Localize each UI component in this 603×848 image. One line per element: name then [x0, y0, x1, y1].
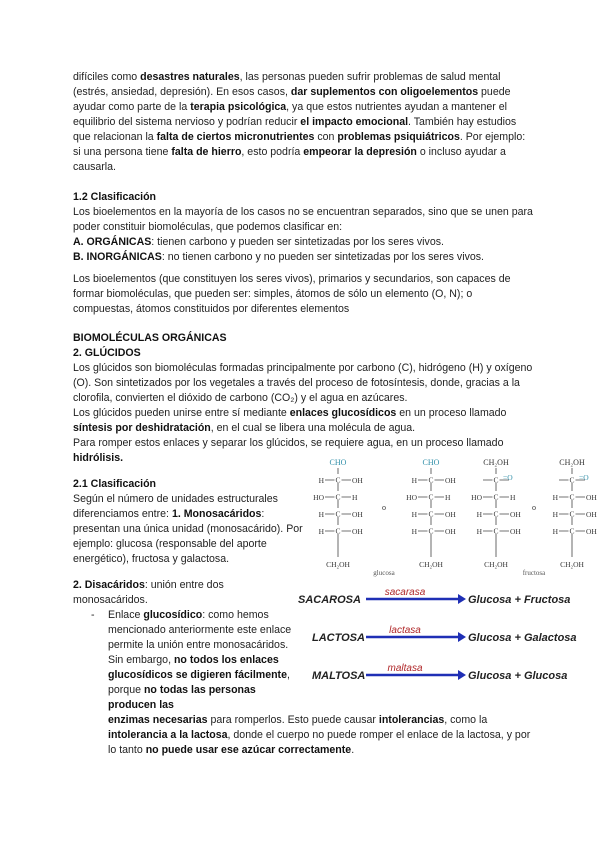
- tail-run: , donde el cuerpo no puede romper el enlace de la lactosa, y por lo tanto: [108, 729, 531, 756]
- inorganic-line: B. INORGÁNICAS: no tienen carbono y no pueden ser sintetizadas por los seres vivos.: [73, 251, 484, 263]
- tail-run: intolerancias: [378, 714, 445, 726]
- glu-p2-run: enlaces glucosídicos: [289, 407, 397, 419]
- reaction-arrowhead: [458, 632, 466, 642]
- glycosidic-bullet: [108, 608, 293, 713]
- molecule-bottom-group: CH₂OH: [326, 560, 350, 569]
- reaction-products: Glucosa + Fructosa: [468, 594, 571, 606]
- molecule-left-atom: H: [552, 510, 558, 519]
- s21-run: Según el número de unidades estructurales diferenciamos entre:: [73, 493, 278, 520]
- glu-p3-run: Para romper estos enlaces y separar los glúcidos, se requiere agua, en un proceso llamado: [73, 437, 504, 449]
- intro-run: el impacto emocional: [300, 116, 409, 128]
- molecule-right-atom: OH: [445, 510, 456, 519]
- bullet-run: , porque: [108, 669, 290, 696]
- molecule-left-atom: HO: [406, 493, 417, 502]
- glu-p3-run: hidrólisis.: [73, 452, 124, 464]
- intro-run: problemas psiquiátricos: [337, 131, 460, 143]
- molecule-right-atom: H: [445, 493, 451, 502]
- molecule-left-atom: H: [552, 493, 558, 502]
- intro-run: terapia psicológica: [190, 101, 287, 113]
- intro-run: , ya que estos nutrientes ayudan a mantener el equilibrio del sistema nervioso y podrían reducir: [73, 101, 508, 128]
- intro-run: , las personas pueden sufrir problemas de salud mental (estrés, ansiedad, depresión). En esos casos,: [73, 71, 501, 98]
- molecule-left-atom: H: [318, 510, 324, 519]
- section-1-2-text: Los bioelementos en la mayoría de los casos no se encuentran separados, sino que se unen para poder constituir biomoléculas, que podemos clasificar en:: [73, 206, 533, 233]
- organic-line: A. ORGÁNICAS: tienen carbono y pueden ser sintetizadas por los seres vivos.: [73, 236, 444, 248]
- intro-run: con: [314, 131, 338, 143]
- monosaccharide-structures-figure: [313, 455, 603, 577]
- tail-run: para romperlos. Esto puede causar: [207, 714, 379, 726]
- molecule-carbon: C: [428, 526, 434, 536]
- reaction-enzyme: sacarasa: [384, 587, 426, 598]
- bullet-run: no todos los enlaces glucosídicos se digieren fácilmente: [108, 654, 287, 681]
- molecule-right-atom: OH: [445, 476, 456, 485]
- glucids-heading: 2. GLÚCIDOS: [73, 347, 141, 359]
- disaccharides-line: [73, 578, 273, 608]
- intro-run: . Por ejemplo: si una persona tiene: [73, 131, 526, 158]
- intro-run: . También hay estudios que relacionan la: [73, 116, 517, 143]
- reaction-arrowhead: [458, 594, 466, 604]
- glucose-fructose-structures: [313, 455, 603, 577]
- glu-p1-run: Los glúcidos son biomoléculas formadas principalmente por carbono (C), hidrógeno (H) y oxígeno (O). Son sintetizados por los vegetales a través del proceso de fotosíntesis, donde, gracias a la clorofila, convierten el dióxido de carbono (CO₂) y el agua en azúcares.: [73, 362, 533, 404]
- glu-p2-run: síntesis por deshidratación: [73, 422, 211, 434]
- molecule-left-atom: H: [411, 527, 417, 536]
- molecule-bottom-group: CH₂OH: [560, 560, 584, 569]
- tail-run: .: [351, 744, 355, 756]
- disaccharide-reactions-figure: [298, 583, 598, 703]
- tail-run: no puede usar ese azúcar correctamente: [145, 744, 352, 756]
- molecule-left-atom: H: [552, 527, 558, 536]
- or-label: o: [382, 503, 386, 512]
- s21-run: : presentan una única unidad (monosacárido). Por ejemplo: glucosa (responsable del aporte energético), fructosa y galactosa.: [73, 508, 303, 565]
- section-1-2-title: 1.2 Clasificación: [73, 191, 157, 203]
- bullet-run: no todas las personas producen las: [108, 684, 256, 711]
- intro-run: o incluso ayudar a causarla.: [73, 146, 506, 173]
- molecule-carbon: C: [335, 475, 341, 485]
- intro-run: puede ayudar como parte de la: [73, 86, 511, 113]
- fructose-carbonyl: =O: [579, 473, 589, 482]
- monosaccharides-paragraph: [73, 492, 308, 567]
- molecule-carbon: C: [428, 492, 434, 502]
- bullet-run: Enlace: [108, 609, 144, 621]
- bioelements-paragraph: Los bioelementos (que constituyen los seres vivos), primarios y secundarios, son capaces de formar biomoléculas, que pueden ser: simples, átomos de sólo un elemento (O, N); o compuestas, átomos constituidos por diferentes elementos: [73, 273, 511, 315]
- molecule-bottom-group: CH₂OH: [484, 560, 508, 569]
- tail-run: , como la: [444, 714, 488, 726]
- section-2-1-title: 2.1 Clasificación: [73, 478, 157, 490]
- enzymes-paragraph: [108, 713, 533, 758]
- molecule-carbon: C: [569, 509, 575, 519]
- tail-run: enzimas necesarias: [108, 714, 208, 726]
- molecule-right-atom: H: [352, 493, 358, 502]
- molecule-carbon: C: [428, 475, 434, 485]
- molecule-left-atom: H: [476, 527, 482, 536]
- molecule-right-atom: OH: [352, 510, 363, 519]
- molecule-carbon: C: [493, 509, 499, 519]
- molecule-left-atom: HO: [471, 493, 482, 502]
- intro-run: empeorar la depresión: [303, 146, 417, 158]
- enzyme-reactions: [298, 583, 598, 703]
- glu-p2-run: en un proceso llamado: [396, 407, 507, 419]
- molecule-right-atom: OH: [445, 527, 456, 536]
- reaction-products: Glucosa + Galactosa: [468, 632, 577, 644]
- molecule-right-atom: OH: [352, 476, 363, 485]
- molecule-right-atom: OH: [352, 527, 363, 536]
- reaction-substrate: SACAROSA: [298, 594, 361, 606]
- dis-run: 2. Disacáridos: [73, 579, 145, 591]
- molecule-bottom-group: CH₂OH: [419, 560, 443, 569]
- molecule-left-atom: HO: [313, 493, 324, 502]
- intro-run: falta de ciertos micronutrientes: [156, 131, 315, 143]
- reaction-arrowhead: [458, 670, 466, 680]
- molecule-left-atom: H: [476, 510, 482, 519]
- reaction-substrate: LACTOSA: [312, 632, 365, 644]
- reaction-enzyme: maltasa: [387, 663, 423, 674]
- molecule-top-group: CH₂OH: [559, 458, 585, 467]
- biomolecules-heading: BIOMOLÉCULAS ORGÁNICAS: [73, 332, 227, 344]
- molecule-carbon: C: [335, 492, 341, 502]
- intro-run: difíciles como: [73, 71, 141, 83]
- molecule-carbon: C: [493, 492, 499, 502]
- molecule-top-group: CH₂OH: [483, 458, 509, 467]
- molecule-right-atom: OH: [586, 493, 597, 502]
- molecule-left-atom: H: [411, 476, 417, 485]
- molecule-carbon: C: [493, 526, 499, 536]
- tail-run: intolerancia a la lactosa: [108, 729, 228, 741]
- fructose-carbonyl: =O: [503, 473, 513, 482]
- molecule-carbon: C: [335, 526, 341, 536]
- dis-run: : unión entre dos monosacáridos.: [73, 579, 224, 606]
- s21-run: 1. Monosacáridos: [171, 508, 262, 520]
- bullet-run: glucosídico: [143, 609, 203, 621]
- molecule-top-group: CHO: [329, 458, 347, 467]
- molecule-left-atom: H: [318, 527, 324, 536]
- fructosa-label: fructosa: [522, 569, 546, 577]
- or-label: o: [532, 503, 536, 512]
- glu-p2-run: , en el cual se libera una molécula de agua.: [210, 422, 416, 434]
- glu-p2-run: Los glúcidos pueden unirse entre sí mediante: [73, 407, 290, 419]
- intro-run: falta de hierro: [171, 146, 242, 158]
- molecule-right-atom: OH: [586, 527, 597, 536]
- reaction-substrate: MALTOSA: [312, 670, 366, 682]
- intro-run: dar suplementos con oligoelementos: [290, 86, 479, 98]
- molecule-carbon: C: [569, 492, 575, 502]
- molecule-carbon: C: [569, 475, 575, 485]
- molecule-left-atom: H: [411, 510, 417, 519]
- glucids-paragraph-2: [73, 406, 533, 436]
- molecule-right-atom: OH: [510, 510, 521, 519]
- molecule-carbon: C: [335, 509, 341, 519]
- bullet-run: : como hemos mencionado anteriormente este enlace permite la unión entre monosacáridos. Sin embargo,: [108, 609, 292, 666]
- molecule-right-atom: OH: [586, 510, 597, 519]
- intro-run: desastres naturales: [140, 71, 240, 83]
- glucosa-label: glucosa: [373, 569, 395, 577]
- molecule-top-group: CHO: [422, 458, 440, 467]
- reaction-enzyme: lactasa: [389, 625, 421, 636]
- molecule-carbon: C: [569, 526, 575, 536]
- glucids-paragraph-1: [73, 361, 533, 406]
- molecule-carbon: C: [428, 509, 434, 519]
- intro-paragraph: [73, 70, 533, 175]
- reaction-products: Glucosa + Glucosa: [468, 670, 568, 682]
- molecule-carbon: C: [493, 475, 499, 485]
- intro-run: , esto podría: [241, 146, 304, 158]
- molecule-left-atom: H: [318, 476, 324, 485]
- molecule-right-atom: H: [510, 493, 516, 502]
- molecule-right-atom: OH: [510, 527, 521, 536]
- bullet-dash: -: [91, 609, 95, 621]
